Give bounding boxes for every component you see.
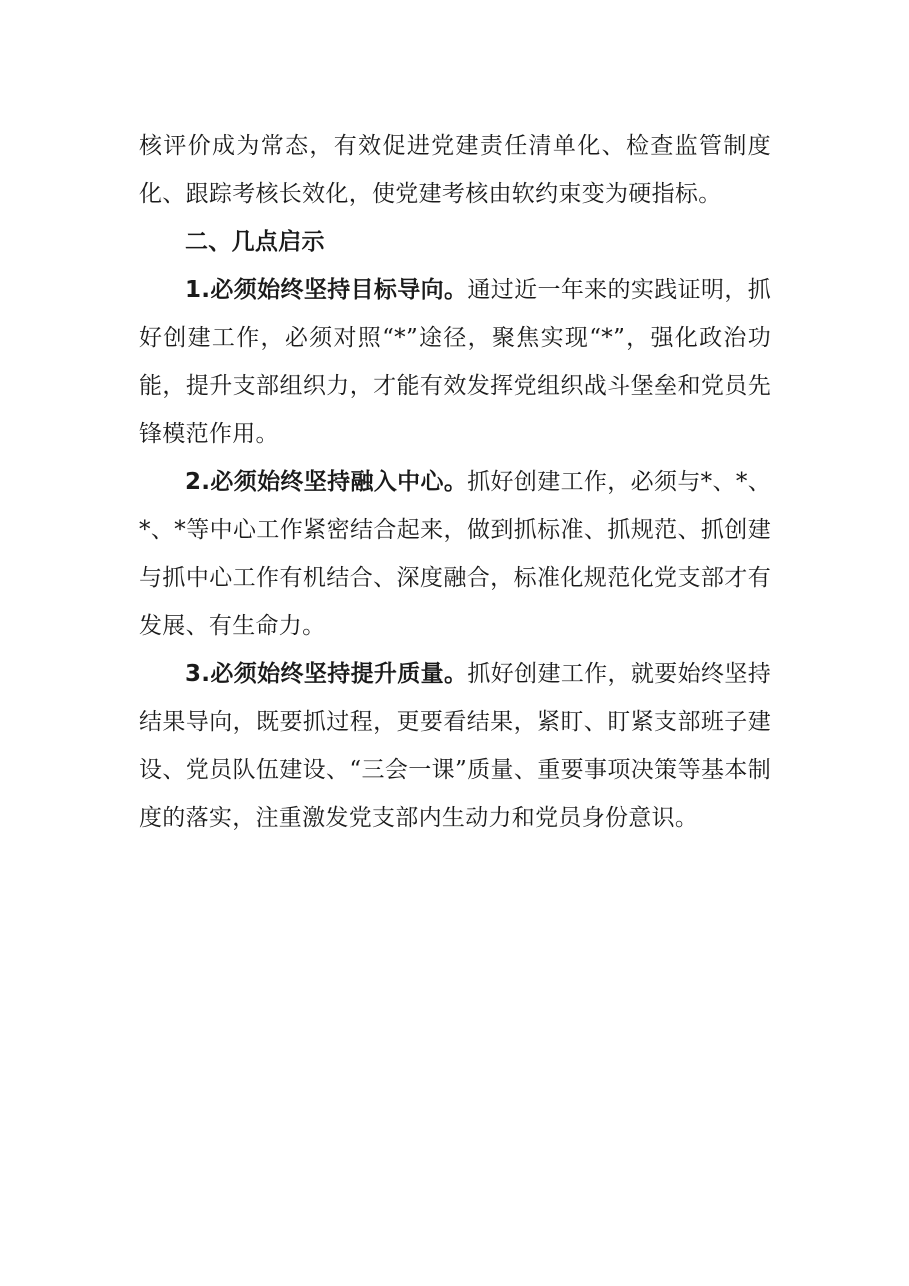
point-body-2: 抓好创建工作，必须与*、*、*、*等中心工作紧密结合起来，做到抓标准、抓规范、抓创建与抓中心工作有机结合、深度融合，标准化规范化党支部才有发展、有生命力。 [139, 469, 772, 639]
point-lead-1: 1.必须始终坚持目标导向。 [185, 277, 468, 303]
paragraph-continued: 核评价成为常态，有效促进党建责任清单化、检查监管制度化、跟踪考核长效化，使党建考核由软约束变为硬指标。 [139, 133, 771, 207]
point-lead-3: 3.必须始终坚持提升质量。 [185, 661, 468, 687]
point-paragraph-3 [139, 650, 771, 842]
point-body-1: 通过近一年来的实践证明，抓好创建工作，必须对照“*”途径，聚焦实现“*”，强化政治功能，提升支部组织力，才能有效发挥党组织战斗堡垒和党员先锋模范作用。 [139, 277, 772, 447]
point-lead-2: 2.必须始终坚持融入中心。 [185, 469, 468, 495]
point-body-3: 抓好创建工作，就要始终坚持结果导向，既要抓过程，更要看结果，紧盯、盯紧支部班子建设、党员队伍建设、“三会一课”质量、重要事项决策等基本制度的落实，注重激发党支部内生动力和党员身份意识。 [139, 661, 772, 831]
section-heading: 二、几点启示 [185, 229, 325, 255]
point-paragraph-1 [139, 266, 771, 458]
document-page [139, 122, 771, 842]
point-paragraph-2 [139, 458, 771, 650]
